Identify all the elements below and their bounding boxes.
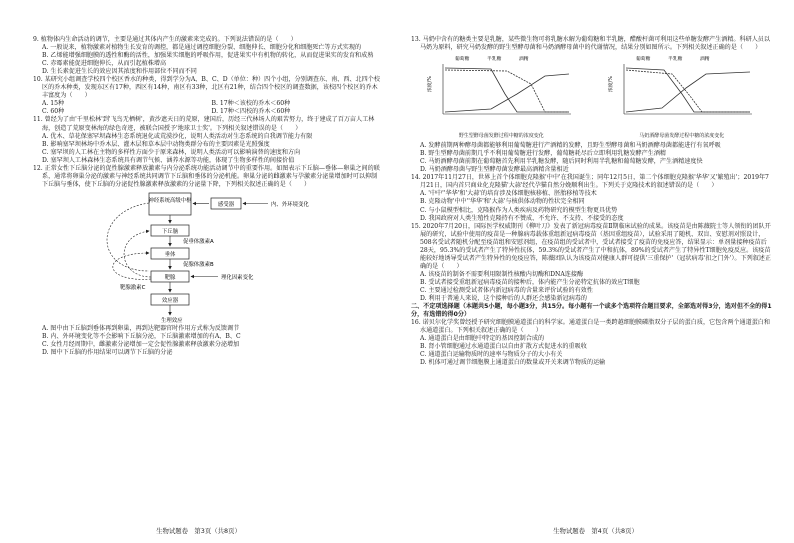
chart-kumis-yeast-svg (602, 54, 762, 128)
question-16-option-a: A. 通道蛋白是由细胞中特定的基因控制合成的 (420, 335, 545, 343)
question-9-stem: 9. 植物体内生命活动的调节，主要是通过其体内产生的激素来完成的。下列说法错误的是（ ） (33, 36, 297, 43)
feedback-arrow-pituitary (113, 253, 151, 279)
galactose-line (445, 70, 569, 112)
hypothalamus-label: 下丘脑 (161, 228, 179, 235)
question-13-option-a: A. 发酵前期两种酵母菌都能够利用葡萄糖进行产酒精的发酵，且野生型酵母菌和马奶酒酵母菌都能进行有氧呼吸 (420, 142, 721, 150)
question-10-option-d: D. 17种＜四校的乔木＜60种 (211, 108, 291, 116)
question-13-option-c: C. 马奶酒酵母菌前期在葡萄糖首先利用半乳糖发酵，随后同时利用半乳糖和葡萄糖发酵，产生酒精速度快 (420, 158, 703, 166)
pituitary-label: 垂体 (164, 251, 176, 258)
question-12-option-d: D. 图中下丘脑的作用结果可以调节下丘脑的分泌 (42, 349, 173, 357)
question-16-stem: 16. 诺贝尔化学奖曾经授予研究细胞膜通道蛋白的科学家。通道蛋白是一类跨越细胞膜磷脂双分子层的蛋白质，它包含两个通道蛋白和水通道蛋白。下列相关叙述正确的是（ ） (411, 319, 770, 335)
y-axis-label: 浓度/% (428, 76, 434, 93)
question-15-option-d: D. 利用于普通人来说，这个接种后的人群还会感染新冠病毒的 (420, 295, 587, 303)
chart-kumis-yeast (602, 54, 762, 140)
hormone-c-label: 靶腺激素C (120, 284, 146, 291)
question-9-option-a: A. 一般说来，植物激素对植物生长发育的调控，都是通过调控细胞分裂、细胞伸长、细胞分化和细胞死亡等方式实现的 (42, 44, 362, 52)
environment-change-label: 内、外环境变化 (271, 201, 309, 208)
question-15-option-a: A. 该疫苗的制备不需要利用限制性核酸内切酶和DNA连接酶 (420, 270, 584, 278)
question-13-stem: 13. 马奶中含有的糖类主要是乳糖，某些微生物可将乳糖水解为葡萄糖和半乳糖，醋酸杆菌可利用这些单糖发酵产生酒精。科研人员以马奶为原料，研究马奶发酵的野生型酵母菌和马奶酒酵母菌中的代谢情况，结果分别如图所示。下列相关叙述正确的是（ ） (411, 36, 770, 52)
question-9-option-c: C. 赤霉素能促进细胞伸长，从而引起植株增高 (42, 60, 167, 68)
question-9-option-d: D. 生长素促进生长的效应因其浓度和作用部位不同而不同 (42, 68, 197, 76)
ethanol-line (626, 72, 750, 112)
question-10-option-a: A. 15种 (42, 100, 65, 108)
nerve-center-box (149, 193, 191, 215)
question-15-option-c: C. 主要通过检测受试者体内新冠病毒的含量来评价试验的有效性 (420, 286, 593, 294)
question-14-option-d: D. 我国政府对人类生殖性克隆持有不赞成、不允许、不支持、不接受的态度 (420, 214, 624, 222)
question-10-stem: 10. 某研究小组调查学校四个校区香水的种类，得到学分为A、B、C、D（单位：种）四个小组，分别调查东、南、西、北四个校区的乔木种类，发现东区有17种，西区有14种，南区有33种，北区有21种，结合四个校区的调查数据，该校四个校区的乔木丰富度为（ ） (33, 76, 380, 100)
question-11-stem: 11. 曾经为了由'千里松林'到'飞鸟无栖树'，黄沙遮天日的荒原，建国后，历经三代林场人的艰苦努力，终于建成了百万亩人工林海，创造了荒原变林海的绿色奇迹，被联合国授予'地球卫士奖'。下列相关叙述错误的是（ ） (33, 116, 375, 132)
receptor-label: 感受器 (217, 201, 235, 208)
question-11-option-b: B. 影响塞罕坝林场中乔木层、灌木层和草本层中动物类群分布的主要因素是光照强度 (42, 140, 270, 148)
y-axis-label: 浓度/% (608, 76, 614, 93)
question-12-option-c: C. 女性月经周期中，雌激素分泌增加一定会促性腺激素释放激素分泌增加 (42, 340, 240, 348)
feedback-arrow-hypothalamus (124, 231, 151, 277)
question-12-option-a: A. 图中由下丘脑到垂体再到卵巢，再到达靶器官时作用方式称为反馈调节 (42, 324, 240, 332)
effector-label: 效应器 (161, 297, 179, 304)
question-9-option-b: B. 乙烯能增强细胞膜的透性和酶的活性，加强果实细胞的呼吸作用，促进果实中有机物的转化，从而促进果实的发育和成熟 (42, 52, 374, 60)
chart-kumis-yeast-caption: 马奶酒酵母菌发酵过程中糖的浓度变化 (639, 133, 725, 140)
question-12-stem: 12. 正常女性下丘脑分泌的促性腺激素释放激素与内分泌系统功能活动调节中的重要作用。如图表示下丘脑—垂体—卵巢之间的联系，通常将卵巢分泌的激素与神经系统共同调节下丘脑和垂体的分泌机能。卵巢分泌的雌激素与孕激素分泌量增加时可以抑制下丘脑与垂体，使下丘脑的分泌促性腺激素释放激素的分泌量下降，下列相关叙述正确的是（ ） (33, 164, 380, 188)
legend-galactose: 半乳糖 (487, 57, 502, 63)
question-14-option-b: B. 克隆动物'中中''华华'和'大蒜'与核供体动物的性状完全相同 (420, 198, 585, 206)
internal-factors-label: 理化因素变化 (221, 274, 254, 281)
question-16-option-b: B. 肾小管细胞通过水通道蛋白以自由扩散方式促进水的重吸收 (420, 343, 587, 351)
glucose-line (445, 68, 569, 112)
question-15-option-b: B. 受试者接受重组新冠病毒疫苗的接种后，体内能产生分泌特定抗体的效应T细胞 (420, 278, 640, 286)
question-11-option-c: C. 塞罕坝的人工林在主物的多样性方面少于原来森林，说明人类活动可以影响演替的速度和方向 (42, 148, 301, 156)
question-10-options (33, 100, 381, 116)
hormone-b-label: 促腺体激素B (183, 261, 214, 268)
legend-ethanol: 酒精 (699, 57, 710, 63)
hormone-regulation-diagram (33, 191, 381, 325)
question-10-option-c: C. 60种 (42, 108, 65, 116)
chart-wild-type-svg (421, 54, 581, 128)
question-14-option-a: A. '中中''华华'和'大蒜'的培育涉及体细胞核移植、胚胎移植等技术 (420, 190, 597, 198)
question-11-option-d: D. 塞罕坝人工林森林生态系统具有调节气候、涵养水源等功能，体现了生物多样性的间接价值 (42, 156, 295, 164)
physiological-effect-label: 生理效应 (161, 317, 183, 324)
question-14-stem: 14. 2017年11月27日，世界上首个体细胞克隆猴'中中'在我国诞生；同年12月5日，第二个体细胞克隆猴'华华'又'繁殖出'；2019年7月21日，国内首只商业化克隆猫'大蒜'经代孕猫自然分娩顺利出生。下列关于克隆技术的叙述错误的是（ ） (411, 174, 769, 190)
section-heading: 二、不定项选择题（本题共5小题，每小题3分，共15分。每小题有一个或多个选项符合题目要求，全部选对得3分，选对但不全的得1分，有选错的得0分） (411, 303, 772, 319)
legend-glucose: 葡萄糖 (455, 57, 470, 63)
fermentation-charts (411, 54, 772, 140)
footer-right: 生物试题卷 第4页（共8页） (553, 527, 638, 535)
question-13-option-d: D. 马奶酒酵母菌与野生型酵母菌发酵最高酒精含量相近 (420, 166, 569, 174)
footer-left: 生物试题卷 第3页（共8页） (156, 527, 241, 535)
galactose-line (626, 70, 750, 112)
question-13-option-b: B. 野生型酵母菌前期几乎不利用葡萄糖进行发酵，葡萄糖耗尽后立即利用乳糖发酵产生酒精 (420, 150, 667, 158)
target-gland-label: 靶腺 (164, 274, 176, 281)
feedback-arrow-outer (107, 203, 149, 271)
question-10-option-b: B. 17种＜该校的乔木＜60种 (211, 100, 291, 108)
question-12-option-b: B. 内、外环境变化等不会影响下丘脑分泌，下丘脑激素增加的有A、B、C (42, 332, 241, 340)
question-16-option-c: C. 通道蛋白运输物质时的速率与物质分子的大小有关 (420, 351, 563, 359)
legend-ethanol: 酒精 (519, 57, 529, 63)
legend-glucose: 葡萄糖 (635, 57, 651, 63)
chart-wild-type-caption: 野生型酵母菌发酵过程中糖的浓度变化 (458, 133, 544, 140)
question-11-option-a: A. 优木、草花保塞罕坝森林生态系统退化或荒漠沙化，说明人类活动对生态系统的自我调节能力有限 (42, 132, 313, 140)
glucose-line (626, 68, 750, 112)
legend-galactose: 半乳糖 (667, 57, 683, 63)
question-14-option-c: C. 与小鼠模型相比，克隆猴作为人类疾病及药物研究的模型生物更具优势 (420, 206, 618, 214)
hormone-a-label: 促垂体激素A (183, 238, 214, 245)
question-16-option-d: D. 机体可通过调节细胞膜上通道蛋白的数量或开关来调节物质的运输 (420, 359, 606, 367)
question-15-stem: 15. 2020年7月20日，国际医学权威期刊《柳叶刀》发表了新冠病毒疫苗Ⅱ期临床试验的成果。该疫苗是由陈薇院士等人领衔的团队开展的研究，试验中使用的疫苗是一种腺病毒载体重组新冠病毒疫苗（基因重组疫苗），试验采用了随机、双盲、安慰剂对照设计，508名受试者随机分配至疫苗组和安慰剂组，在疫苗组的受试者中，受试者接受了疫苗的免疫应答，结果显示：单剂量接种疫苗后28天，95.3%的受试者产生了特异性抗体，59.3%的受试者产生了中和抗体，89%的受试者产生了特异性T细胞免疫反应。该疫苗能较好地诱导受试者产生特异性的免疫应答，陈薇团队认为该疫苗对健康人群可提供'三重保护'（冠状病毒'扣之门外'）。下列叙述正确的是（ ） (411, 222, 771, 270)
ethanol-line (445, 74, 569, 112)
page-right (397, 0, 794, 543)
nerve-center-label: 神经系统高级中枢 (148, 197, 192, 204)
chart-wild-type (421, 54, 581, 140)
